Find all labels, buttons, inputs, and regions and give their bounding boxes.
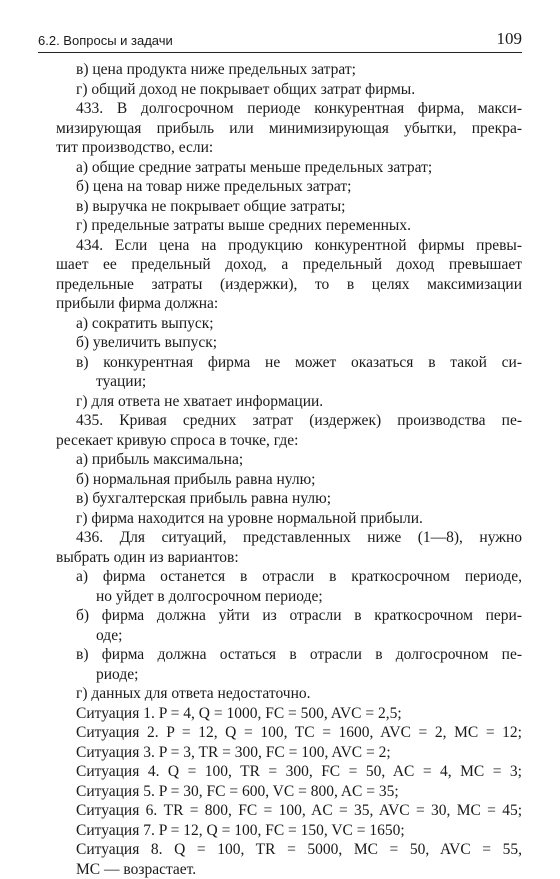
text-line: но уйдет в долгосрочном периоде; bbox=[96, 587, 522, 607]
text-line: тит производство, если: bbox=[56, 138, 522, 158]
page-body bbox=[76, 60, 522, 879]
text-line: предельные затраты (издержки), то в целях максимизации bbox=[56, 275, 522, 295]
text-line: г) данных для ответа недостаточно. bbox=[76, 684, 522, 704]
text-line: оде; bbox=[96, 626, 522, 646]
text-line: в) выручка не покрывает общие затраты; bbox=[76, 197, 522, 217]
text-line: 434. Если цена на продукцию конкурентной фирмы превы- bbox=[76, 236, 522, 256]
text-line: а) фирма останется в отрасли в краткосрочном периоде, bbox=[76, 567, 522, 587]
text-line: Ситуация 6. TR = 800, FC = 100, AC = 35, AVC = 30, MC = 45; bbox=[76, 801, 522, 821]
text-line: г) фирма находится на уровне нормальной прибыли. bbox=[76, 509, 522, 529]
text-line: Ситуация 5. P = 30, FC = 600, VC = 800, AC = 35; bbox=[76, 782, 522, 802]
text-line: Ситуация 4. Q = 100, TR = 300, FC = 50, AC = 4, MC = 3; bbox=[76, 762, 522, 782]
page-header bbox=[38, 22, 522, 53]
text-line: выбрать один из вариантов: bbox=[56, 548, 522, 568]
text-line: б) цена на товар ниже предельных затрат; bbox=[76, 177, 522, 197]
text-line: б) фирма должна уйти из отрасли в краткосрочном пери- bbox=[76, 606, 522, 626]
text-line: мизирующая прибыль или минимизирующая убытки, прекра- bbox=[56, 119, 522, 139]
text-line: 433. В долгосрочном периоде конкурентная фирма, макси- bbox=[76, 99, 522, 119]
text-line: шает ее предельный доход, а предельный доход превышает bbox=[56, 255, 522, 275]
text-line: б) увеличить выпуск; bbox=[76, 333, 522, 353]
text-line: ресекает кривую спроса в точке, где: bbox=[56, 431, 522, 451]
text-line: Ситуация 1. P = 4, Q = 1000, FC = 500, AVC = 2,5; bbox=[76, 704, 522, 724]
text-line: а) сократить выпуск; bbox=[76, 314, 522, 334]
text-line: г) общий доход не покрывает общих затрат фирмы. bbox=[76, 80, 522, 100]
text-line: 436. Для ситуаций, представленных ниже (1—8), нужно bbox=[76, 528, 522, 548]
text-line: в) бухгалтерская прибыль равна нулю; bbox=[76, 489, 522, 509]
text-line: в) конкурентная фирма не может оказаться в такой си- bbox=[76, 353, 522, 373]
text-line: MC — возрастает. bbox=[76, 860, 522, 879]
text-line: туации; bbox=[96, 372, 522, 392]
text-line: Ситуация 3. P = 3, TR = 300, FC = 100, AVC = 2; bbox=[76, 743, 522, 763]
text-line: Ситуация 7. P = 12, Q = 100, FC = 150, VC = 1650; bbox=[76, 821, 522, 841]
text-line: Ситуация 8. Q = 100, TR = 5000, MC = 50, AVC = 55, bbox=[76, 840, 522, 860]
text-line: б) нормальная прибыль равна нулю; bbox=[76, 470, 522, 490]
text-line: 435. Кривая средних затрат (издержек) производства пе- bbox=[76, 411, 522, 431]
text-line: а) прибыль максимальна; bbox=[76, 450, 522, 470]
text-line: прибыли фирма должна: bbox=[56, 294, 522, 314]
text-line: риоде; bbox=[96, 665, 522, 685]
text-line: в) фирма должна остаться в отрасли в долгосрочном пе- bbox=[76, 645, 522, 665]
text-line: г) предельные затраты выше средних переменных. bbox=[76, 216, 522, 236]
text-line: г) для ответа не хватает информации. bbox=[76, 392, 522, 412]
text-line: а) общие средние затраты меньше предельных затрат; bbox=[76, 158, 522, 178]
page-number: 109 bbox=[497, 29, 523, 49]
text-line: Ситуация 2. P = 12, Q = 100, TC = 1600, AVC = 2, MC = 12; bbox=[76, 723, 522, 743]
text-line: в) цена продукта ниже предельных затрат; bbox=[76, 60, 522, 80]
running-title: 6.2. Вопросы и задачи bbox=[38, 33, 173, 48]
